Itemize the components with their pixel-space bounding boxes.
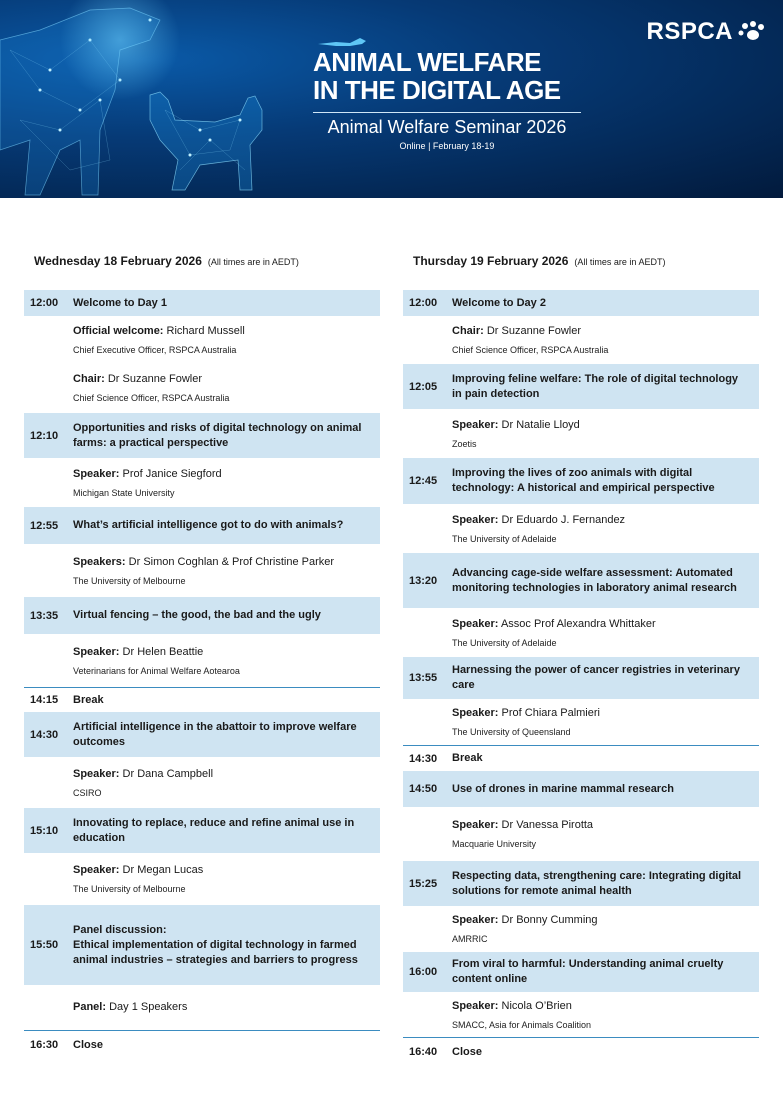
banner-title: ANIMAL WELFARE IN THE DIGITAL AGE xyxy=(313,47,561,105)
session-row: 12:55 What’s artificial intelligence got to do with animals? xyxy=(24,507,380,544)
speaker-info: Speaker: Dr Vanessa Pirotta Macquarie University xyxy=(452,819,594,849)
banner-dates: Online | February 18-19 xyxy=(399,141,495,151)
speaker-info: Chair: Dr Suzanne Fowler Chief Science Officer, RSPCA Australia xyxy=(73,373,230,403)
session-row: 12:45 Improving the lives of zoo animals with digital technology: A historical and empirical perspective xyxy=(403,458,759,504)
speaker-info: Speaker: Dr Bonny Cumming AMRRIC xyxy=(452,914,598,944)
speaker-info: Speaker: Dr Megan Lucas The University of Melbourne xyxy=(73,864,204,894)
session-row: 14:30 Artificial intelligence in the abattoir to improve welfare outcomes xyxy=(24,712,380,757)
header-banner xyxy=(0,0,783,198)
speaker-info: Speaker: Nicola O’Brien SMACC, Asia for Animals Coalition xyxy=(403,992,759,1038)
speaker-info: Speaker: Dr Dana Campbell CSIRO xyxy=(73,767,214,798)
session-row: 12:10 Opportunities and risks of digital technology on animal farms: a practical perspective xyxy=(24,413,380,458)
rspca-logo xyxy=(646,18,767,46)
close-row: 16:40 Close xyxy=(409,1045,482,1058)
day2-heading: Thursday 19 February 2026 (All times are in AEDT) xyxy=(413,254,666,268)
banner-subtitle: Animal Welfare Seminar 2026 xyxy=(327,117,567,137)
break-row: 14:15 Break xyxy=(24,687,380,712)
speaker-info: Speaker: Dr Helen Beattie Veterinarians for Animal Welfare Aotearoa xyxy=(73,645,240,676)
day1-heading: Wednesday 18 February 2026 (All times are in AEDT) xyxy=(34,254,299,268)
session-row: 15:25 Respecting data, strengthening care: Integrating digital solutions for remote animal health xyxy=(403,861,759,906)
speaker-info: Speakers: Dr Simon Coghlan & Prof Christine Parker The University of Melbourne xyxy=(73,555,335,586)
banner-divider xyxy=(313,112,581,113)
day2-column xyxy=(403,254,759,1066)
speaker-info: Speaker: Dr Natalie Lloyd Zoetis xyxy=(452,418,580,449)
speaker-info: Speaker: Prof Janice Siegford Michigan State University xyxy=(73,467,222,498)
speaker-info: Speaker: Dr Eduardo J. Fernandez The University of Adelaide xyxy=(452,513,626,544)
day1-column xyxy=(24,254,380,1059)
logo-text: RSPCA xyxy=(646,18,733,45)
speaker-info: Speaker: Prof Chiara Palmieri The University of Queensland xyxy=(403,699,759,746)
session-row: 13:35 Virtual fencing – the good, the bad and the ugly xyxy=(24,597,380,634)
break-row: 14:30 Break xyxy=(409,752,483,765)
session-row: 13:55 Harnessing the power of cancer registries in veterinary care xyxy=(403,657,759,699)
session-row: 16:00 From viral to harmful: Understanding animal cruelty content online xyxy=(403,952,759,992)
speaker-info: Chair: Dr Suzanne Fowler Chief Science Officer, RSPCA Australia xyxy=(452,325,609,355)
session-row: 12:05 Improving feline welfare: The role of digital technology in pain detection xyxy=(403,364,759,409)
session-row: 13:20 Advancing cage-side welfare assessment: Automated monitoring technologies in laboratory animal research xyxy=(403,553,759,608)
speaker-info: Panel: Day 1 Speakers xyxy=(24,985,380,1031)
cat-shape xyxy=(150,92,262,190)
session-row: 12:00 Welcome to Day 2 xyxy=(403,290,759,316)
session-row: 14:50 Use of drones in marine mammal research xyxy=(403,771,759,807)
speaker-info: Speaker: Assoc Prof Alexandra Whittaker The University of Adelaide xyxy=(452,617,656,648)
paw-icon xyxy=(737,20,767,44)
speaker-info: Official welcome: Richard Mussell Chief Executive Officer, RSPCA Australia xyxy=(73,324,245,355)
session-row: 12:00 Welcome to Day 1 xyxy=(24,290,380,316)
session-row: 15:50 Panel discussion: Ethical implementation of digital technology in farmed animal industries – strategies and barriers to progress xyxy=(24,905,380,985)
session-row: 15:10 Innovating to replace, reduce and refine animal use in education xyxy=(24,808,380,853)
close-row: 16:30 Close xyxy=(30,1038,103,1051)
